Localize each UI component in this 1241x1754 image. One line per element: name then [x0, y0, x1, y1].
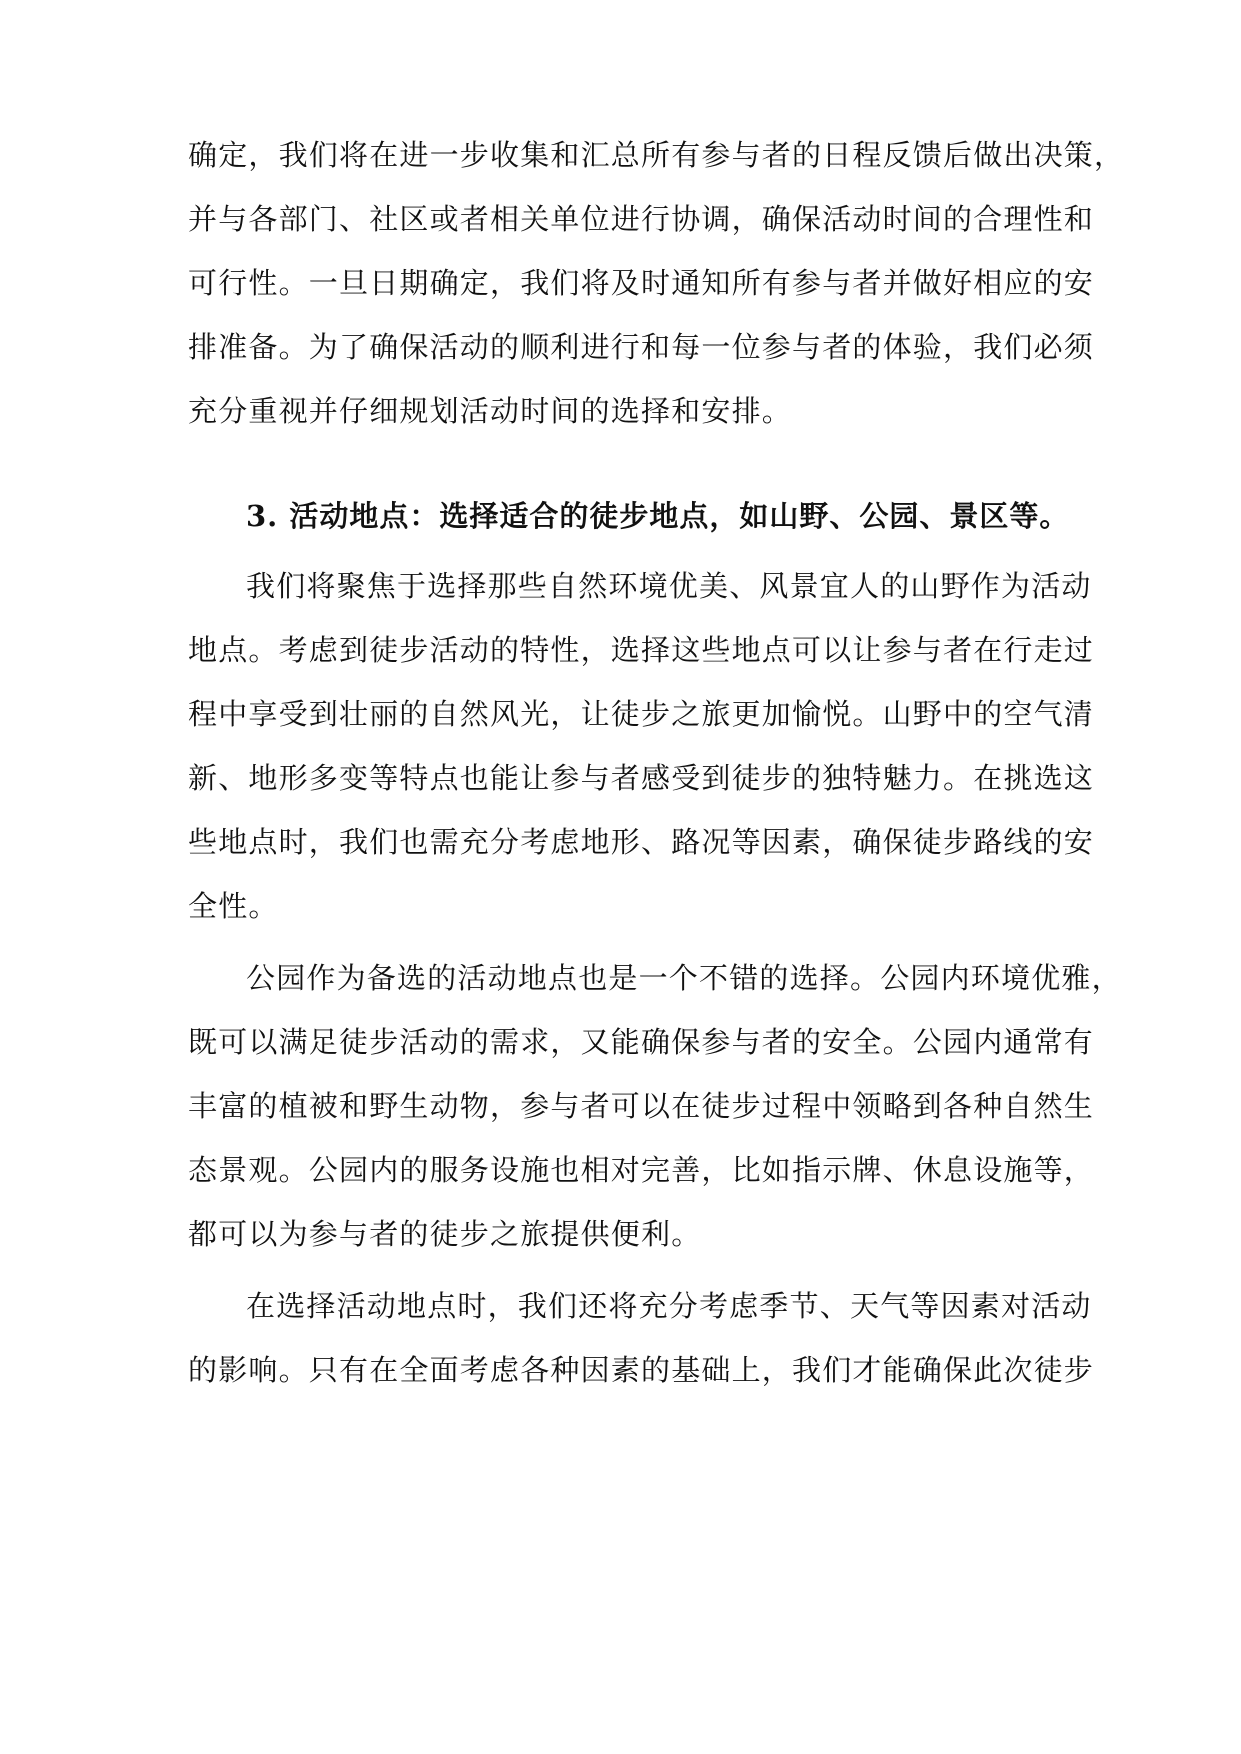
paragraph-line: 程中享受到壮丽的自然风光，让徒步之旅更加愉悦。山野中的空气清 — [188, 697, 1095, 731]
paragraph-line: 在选择活动地点时，我们还将充分考虑季节、天气等因素对活动 — [246, 1289, 1092, 1323]
paragraph-line: 丰富的植被和野生动物，参与者可以在徒步过程中领略到各种自然生 — [188, 1089, 1095, 1123]
paragraph-line: 充分重视并仔细规划活动时间的选择和安排。 — [188, 394, 793, 428]
paragraph-line: 态景观。公园内的服务设施也相对完善，比如指示牌、休息设施等， — [188, 1153, 1095, 1187]
paragraph-line: 全性。 — [188, 889, 279, 923]
paragraph-line: 公园作为备选的活动地点也是一个不错的选择。公园内环境优雅， — [246, 961, 1122, 995]
paragraph-line: 并与各部门、社区或者相关单位进行协调，确保活动时间的合理性和 — [188, 202, 1095, 236]
paragraph-line: 地点。考虑到徒步活动的特性，选择这些地点可以让参与者在行走过 — [188, 633, 1095, 667]
paragraph-line: 的影响。只有在全面考虑各种因素的基础上，我们才能确保此次徒步 — [188, 1353, 1095, 1387]
paragraph-line: 确定，我们将在进一步收集和汇总所有参与者的日程反馈后做出决策， — [188, 138, 1125, 172]
paragraph-line: 新、地形多变等特点也能让参与者感受到徒步的独特魅力。在挑选这 — [188, 761, 1095, 795]
paragraph-line: 些地点时，我们也需充分考虑地形、路况等因素，确保徒步路线的安 — [188, 825, 1095, 859]
paragraph-line: 都可以为参与者的徒步之旅提供便利。 — [188, 1217, 702, 1251]
paragraph-line: 排准备。为了确保活动的顺利进行和每一位参与者的体验，我们必须 — [188, 330, 1095, 364]
paragraph-line: 既可以满足徒步活动的需求，又能确保参与者的安全。公园内通常有 — [188, 1025, 1095, 1059]
paragraph-line: 我们将聚焦于选择那些自然环境优美、风景宜人的山野作为活动 — [246, 569, 1092, 603]
section-heading: 3. 活动地点：选择适合的徒步地点，如山野、公园、景区等。 — [246, 499, 1070, 533]
paragraph-line: 可行性。一旦日期确定，我们将及时通知所有参与者并做好相应的安 — [188, 266, 1095, 300]
